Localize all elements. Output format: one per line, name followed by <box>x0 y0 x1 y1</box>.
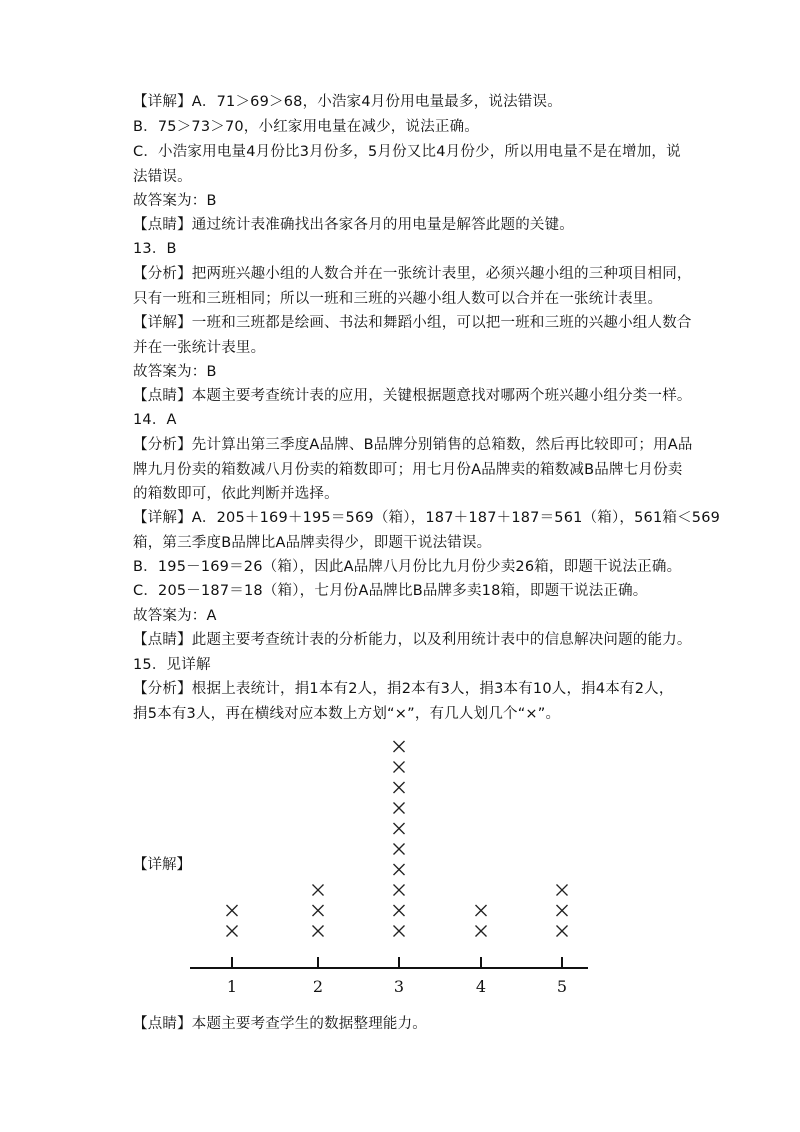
text-line: 【点睛】本题主要考查统计表的应用，关键根据题意找对哪两个班兴趣小组分类一样。 <box>133 388 692 404</box>
x-mark <box>394 844 405 855</box>
x-mark <box>394 741 405 752</box>
text-line: 法错误。 <box>133 169 192 185</box>
x-mark <box>394 885 405 896</box>
x-mark <box>313 905 324 916</box>
x-mark <box>313 885 324 896</box>
text-line: 箱，第三季度B品牌比A品牌卖得少，即题干说法错误。 <box>133 535 492 551</box>
x-mark <box>394 823 405 834</box>
text-line: 【点睛】通过统计表准确找出各家各月的用电量是解答此题的关键。 <box>133 217 574 233</box>
text-line: 只有一班和三班相同；所以一班和三班的兴趣小组人数可以合并在一张统计表里。 <box>133 291 663 307</box>
text-line: 【点睛】此题主要考查统计表的分析能力，以及利用统计表中的信息解决问题的能力。 <box>133 632 692 648</box>
tick-label: 2 <box>312 977 324 996</box>
tick-label: 5 <box>556 977 568 996</box>
x-mark <box>476 905 487 916</box>
x-mark <box>394 803 405 814</box>
text-line: 【详解】A．205＋169＋195＝569（箱），187＋187＋187＝561（箱），561箱＜569 <box>133 510 721 526</box>
x-mark <box>394 762 405 773</box>
x-mark <box>476 926 487 937</box>
text-line: 并在一张统计表里。 <box>133 340 266 356</box>
x-mark <box>557 905 568 916</box>
x-mark <box>227 905 238 916</box>
text-line: 13．B <box>133 241 177 257</box>
dot-plot <box>0 725 800 1005</box>
x-mark <box>394 782 405 793</box>
x-mark <box>394 905 405 916</box>
text-line: 【分析】根据上表统计，捐1本有2人，捐2本有3人，捐3本有10人，捐4本有2人， <box>133 681 674 697</box>
text-line: 【分析】先计算出第三季度A品牌、B品牌分别销售的总箱数，然后再比较即可；用A品 <box>133 437 693 453</box>
text-line: 14．A <box>133 412 177 428</box>
x-mark <box>227 926 238 937</box>
text-line: C．205－187＝18（箱），七月份A品牌比B品牌多卖18箱，即题干说法正确。 <box>133 583 648 599</box>
text-line: B．195－169＝26（箱），因此A品牌八月份比九月份少卖26箱，即题干说法正确。 <box>133 559 682 575</box>
text-line: 捐5本有3人，再在横线对应本数上方划“×”，有几人划几个“×”。 <box>133 706 561 722</box>
text-line: 【分析】把两班兴趣小组的人数合并在一张统计表里，必须兴趣小组的三种项目相同， <box>133 266 692 282</box>
x-mark <box>557 926 568 937</box>
final-comment: 【点睛】本题主要考查学生的数据整理能力。 <box>133 1016 427 1032</box>
detail-label: 【详解】 <box>133 857 191 873</box>
text-line: 牌九月份卖的箱数减八月份卖的箱数即可；用七月份A品牌卖的箱数减B品牌七月份卖 <box>133 462 683 478</box>
x-mark <box>394 864 405 875</box>
x-mark <box>313 926 324 937</box>
text-line: 15．见详解 <box>133 657 211 673</box>
text-line: 【详解】一班和三班都是绘画、书法和舞蹈小组，可以把一班和三班的兴趣小组人数合 <box>133 315 692 331</box>
text-line: 【详解】A．71＞69＞68，小浩家4月份用电量最多，说法错误。 <box>133 94 562 110</box>
tick-label: 1 <box>226 977 238 996</box>
text-line: 故答案为：A <box>133 608 217 624</box>
x-mark <box>394 926 405 937</box>
tick-label: 4 <box>475 977 487 996</box>
text-line: B．75＞73＞70，小红家用电量在减少，说法正确。 <box>133 119 479 135</box>
text-line: 故答案为：B <box>133 364 217 380</box>
text-line: 故答案为：B <box>133 193 217 209</box>
text-line: C．小浩家用电量4月份比3月份多，5月份又比4月份少，所以用电量不是在增加，说 <box>133 144 681 160</box>
text-line: 的箱数即可，依此判断并选择。 <box>133 486 339 502</box>
tick-label: 3 <box>393 977 405 996</box>
x-mark <box>557 885 568 896</box>
